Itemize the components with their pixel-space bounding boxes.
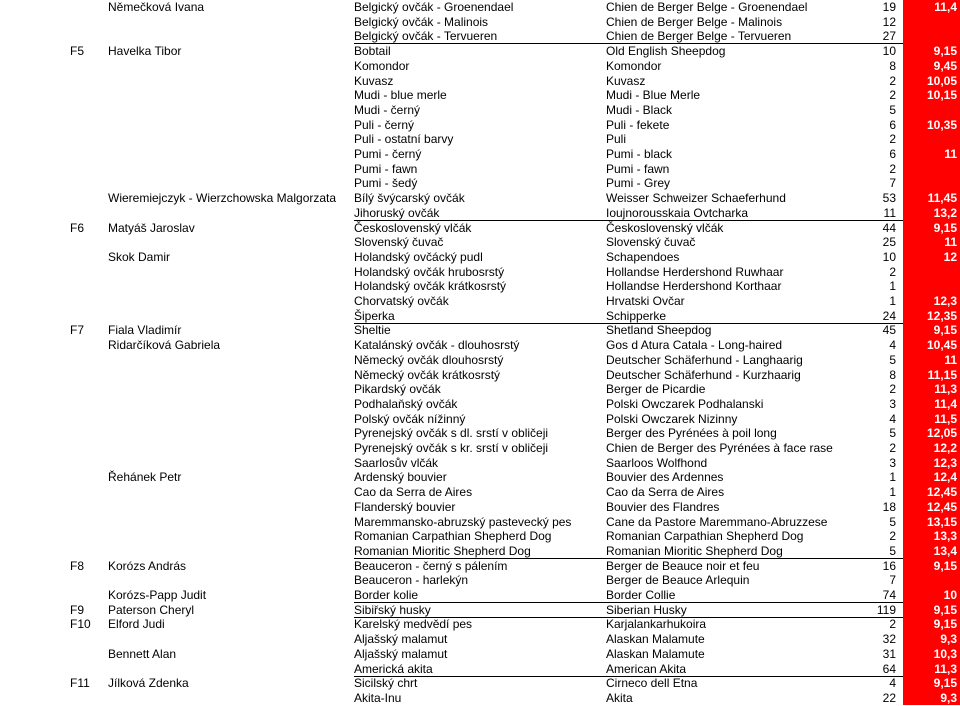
breed-czech: Pumi - fawn	[354, 161, 418, 176]
entry-count: 45	[882, 323, 896, 338]
breed-english: Bouvier des Flandres	[606, 499, 720, 514]
table-row	[0, 235, 960, 250]
entry-count: 2	[889, 73, 896, 88]
breed-english: Deutscher Schäferhund - Kurzhaarig	[606, 367, 801, 382]
breed-czech: Beauceron - černý s pálením	[354, 558, 508, 573]
table-row	[0, 74, 960, 89]
breed-english: Schipperke	[606, 308, 667, 323]
entry-count: 1	[889, 279, 896, 294]
breed-czech: Maremmansko-abruzský pastevecký pes	[354, 514, 572, 529]
breed-english: Polski Owczarek Nizinny	[606, 411, 738, 426]
table-row	[0, 368, 960, 383]
start-time: 11,45	[927, 191, 957, 206]
entry-count: 10	[882, 44, 896, 59]
entry-count: 16	[882, 558, 896, 573]
entry-count: 22	[882, 690, 896, 705]
entry-count: 3	[889, 396, 896, 411]
breed-czech: Slovenský čuvač	[354, 235, 444, 250]
breed-english: Chien de Berger Belge - Malinois	[606, 14, 783, 29]
ring-number: F9	[70, 602, 85, 617]
breed-english: Berger de Beauce Arlequin	[606, 573, 750, 588]
breed-english: Karjalankarhukoira	[606, 617, 707, 632]
judge-name: Paterson Cheryl	[108, 602, 195, 617]
start-time: 9,15	[933, 617, 957, 632]
breed-english: Saarloos Wolfhond	[606, 455, 708, 470]
breed-czech: Belgický ovčák - Tervueren	[354, 29, 498, 44]
entry-count: 7	[889, 176, 896, 191]
breed-english: Alaskan Malamute	[606, 646, 705, 661]
breed-english: Berger des Pyrénées à poil long	[606, 426, 777, 441]
start-time: 13,4	[933, 543, 957, 558]
entry-count: 10	[882, 249, 896, 264]
breed-english: Mudi - Blue Merle	[606, 88, 701, 103]
table-row	[0, 103, 960, 118]
table-row	[0, 559, 960, 574]
breed-czech: Pumi - šedý	[354, 176, 418, 191]
breed-czech: Holandský ovčák hrubosrstý	[354, 264, 505, 279]
breed-english: Mudi - Black	[606, 102, 673, 117]
table-row	[0, 515, 960, 530]
table-row	[0, 132, 960, 147]
breed-english: Romanian Mioritic Shepherd Dog	[606, 543, 783, 558]
start-time: 12	[943, 249, 957, 264]
entry-count: 64	[882, 661, 896, 676]
table-row	[0, 397, 960, 412]
breed-english: Shetland Sheepdog	[606, 323, 712, 338]
table-row	[0, 456, 960, 471]
table-row	[0, 88, 960, 103]
table-row	[0, 279, 960, 294]
breed-english: Romanian Carpathian Shepherd Dog	[606, 529, 804, 544]
start-time: 13,2	[933, 205, 957, 220]
entry-count: 5	[889, 514, 896, 529]
breed-czech: Šiperka	[354, 308, 395, 323]
breed-english: American Akita	[606, 661, 687, 676]
table-row	[0, 617, 960, 632]
breed-czech: Mudi - černý	[354, 102, 421, 117]
table-row	[0, 662, 960, 677]
entry-count: 5	[889, 543, 896, 558]
entry-count: 2	[889, 132, 896, 147]
start-time: 9,15	[933, 44, 957, 59]
table-row	[0, 470, 960, 485]
breed-english: Chien de Berger Belge - Groenendael	[606, 0, 808, 14]
breed-czech: Kuvasz	[354, 73, 394, 88]
ring-number: F10	[70, 617, 91, 632]
judge-name: Němečková Ivana	[108, 0, 205, 14]
breed-english: Deutscher Schäferhund - Langhaarig	[606, 352, 803, 367]
breed-czech: Beauceron - harlekýn	[354, 573, 469, 588]
breed-english: Schapendoes	[606, 249, 680, 264]
entry-count: 12	[882, 14, 896, 29]
table-row	[0, 485, 960, 500]
breed-czech: Chorvatský ovčák	[354, 294, 449, 308]
breed-czech: Pumi - černý	[354, 147, 422, 161]
entry-count: 24	[882, 308, 896, 323]
table-row	[0, 15, 960, 30]
entry-count: 1	[889, 294, 896, 308]
ring-number: F5	[70, 44, 85, 59]
judge-name: Bennett Alan	[108, 646, 177, 661]
breed-english: Berger de Picardie	[606, 382, 706, 397]
entry-count: 6	[889, 147, 896, 161]
table-row	[0, 632, 960, 647]
ring-number: F8	[70, 558, 85, 573]
breed-czech: Cao da Serra de Aires	[354, 485, 473, 500]
start-time: 12,05	[926, 426, 957, 441]
breed-czech: Sicilský chrt	[354, 676, 418, 691]
table-row	[0, 323, 960, 338]
entry-count: 2	[889, 382, 896, 397]
table-row	[0, 676, 960, 691]
breed-english: Berger de Beauce noir et feu	[606, 558, 760, 573]
breed-czech: Flanderský bouvier	[354, 499, 456, 514]
judge-name: Jílková Zdenka	[108, 676, 189, 691]
start-time: 11,3	[934, 661, 957, 676]
judge-name: Elford Judi	[108, 617, 165, 632]
breed-czech: Saarlosův vlčák	[354, 455, 439, 470]
entry-count: 2	[889, 529, 896, 544]
start-time: 10,35	[926, 117, 957, 132]
table-row	[0, 250, 960, 265]
breed-czech: Komondor	[354, 58, 410, 73]
breed-czech: Sibiřský husky	[354, 602, 431, 617]
entry-count: 5	[889, 102, 896, 117]
breed-czech: Pyrenejský ovčák s kr. srstí v obličeji	[354, 441, 549, 455]
entry-count: 3	[889, 455, 896, 470]
breed-english: Cirneco dell Etna	[606, 676, 698, 691]
table-row	[0, 338, 960, 353]
start-time: 11	[944, 235, 957, 250]
judge-name: Korózs-Papp Judit	[108, 588, 207, 602]
breed-czech: Akita-Inu	[354, 690, 402, 705]
table-row	[0, 382, 960, 397]
breed-czech: Bílý švýcarský ovčák	[354, 191, 465, 206]
table-row	[0, 353, 960, 368]
breed-english: Komondor	[606, 58, 662, 73]
breed-english: Border Collie	[606, 588, 676, 602]
table-row	[0, 441, 960, 456]
entry-count: 2	[889, 617, 896, 632]
breed-english: Old English Sheepdog	[606, 44, 726, 59]
breed-czech: Československý vlčák	[354, 220, 472, 235]
breed-english: Bouvier des Ardennes	[606, 470, 724, 485]
judge-name: Ridarčíková Gabriela	[108, 338, 221, 353]
breed-english: Chien de Berger Belge - Tervueren	[606, 29, 792, 44]
start-time: 9,45	[933, 58, 957, 73]
entry-count: 5	[889, 426, 896, 441]
table-row	[0, 294, 960, 309]
start-time: 11,3	[934, 382, 957, 397]
breed-czech: Karelský medvědí pes	[354, 617, 473, 632]
table-row	[0, 647, 960, 662]
breed-czech: Polský ovčák nížinný	[354, 411, 466, 426]
table-row	[0, 573, 960, 588]
entry-count: 8	[889, 367, 896, 382]
table-row	[0, 309, 960, 324]
judge-name: Fiala Vladimír	[108, 323, 182, 338]
breed-czech: Katalánský ovčák - dlouhosrstý	[354, 338, 520, 353]
start-time: 10,05	[926, 73, 957, 88]
start-time: 10	[943, 588, 957, 602]
breed-czech: Sheltie	[354, 323, 391, 338]
entry-count: 1	[889, 485, 896, 500]
breed-czech: Holandský ovčácký pudl	[354, 249, 483, 264]
table-row	[0, 191, 960, 206]
start-time: 13,15	[926, 514, 957, 529]
start-time: 12,45	[926, 499, 957, 514]
table-row	[0, 44, 960, 59]
table-row	[0, 59, 960, 74]
breed-czech: Pikardský ovčák	[354, 382, 441, 397]
breed-english: Ioujnorousskaia Ovtcharka	[606, 205, 749, 220]
breed-czech: Jihoruský ovčák	[354, 205, 440, 220]
entry-count: 32	[882, 632, 896, 647]
breed-czech: Romanian Mioritic Shepherd Dog	[354, 543, 531, 558]
breed-czech: Romanian Carpathian Shepherd Dog	[354, 529, 552, 544]
breed-czech: Puli - černý	[354, 117, 415, 132]
table-row	[0, 265, 960, 280]
entry-count: 2	[889, 264, 896, 279]
breed-english: Hollandse Herdershond Ruwhaar	[606, 264, 784, 279]
table-row	[0, 29, 960, 44]
table-row	[0, 118, 960, 133]
start-time: 9,3	[940, 632, 957, 647]
entry-count: 31	[882, 646, 896, 661]
breed-czech: Holandský ovčák krátkosrstý	[354, 279, 507, 294]
ring-number: F6	[70, 220, 85, 235]
table-row	[0, 176, 960, 191]
entry-count: 27	[882, 29, 896, 44]
breed-english: Pumi - fawn	[606, 161, 670, 176]
judge-name: Havelka Tibor	[108, 44, 182, 59]
breed-czech: Německý ovčák dlouhosrstý	[354, 352, 504, 367]
start-time: 11	[944, 147, 957, 161]
breed-english: Chien de Berger des Pyrénées à face rase	[606, 441, 833, 455]
breed-czech: Border kolie	[354, 588, 419, 602]
entry-count: 7	[889, 573, 896, 588]
start-time: 11	[944, 352, 957, 367]
entry-count: 8	[889, 58, 896, 73]
start-time: 12,3	[933, 455, 957, 470]
table-row	[0, 162, 960, 177]
entry-count: 18	[882, 499, 896, 514]
breed-czech: Belgický ovčák - Malinois	[354, 14, 489, 29]
breed-czech: Puli - ostatní barvy	[354, 132, 454, 147]
start-time: 12,4	[933, 470, 957, 485]
entry-count: 44	[882, 220, 896, 235]
start-time: 9,15	[933, 323, 957, 338]
breed-english: Siberian Husky	[606, 602, 687, 617]
start-time: 12,45	[926, 485, 957, 500]
start-time: 9,15	[933, 602, 957, 617]
entry-count: 4	[889, 338, 896, 353]
entry-count: 25	[882, 235, 896, 250]
table-row	[0, 529, 960, 544]
ring-number: F7	[70, 323, 85, 338]
breed-czech: Pyrenejský ovčák s dl. srstí v obličeji	[354, 426, 549, 441]
breed-czech: Ardenský bouvier	[354, 470, 447, 485]
entry-count: 5	[889, 352, 896, 367]
start-time: 9,15	[933, 220, 957, 235]
start-time: 12,2	[933, 441, 957, 455]
breed-english: Pumi - Grey	[606, 176, 671, 191]
table-row	[0, 500, 960, 515]
breed-czech: Americká akita	[354, 661, 433, 676]
judge-name: Wieremiejczyk - Wierzchowska Malgorzata	[108, 191, 337, 206]
table-row	[0, 603, 960, 618]
breed-english: Cane da Pastore Maremmano-Abruzzese	[606, 514, 828, 529]
breed-english: Polski Owczarek Podhalanski	[606, 396, 764, 411]
entry-count: 53	[882, 191, 896, 206]
entry-count: 6	[889, 117, 896, 132]
breed-english: Weisser Schweizer Schaeferhund	[606, 191, 786, 206]
table-row	[0, 412, 960, 427]
entry-count: 119	[876, 602, 896, 617]
start-time: 10,15	[926, 88, 957, 103]
start-time: 11,4	[934, 396, 957, 411]
breed-english: Slovenský čuvač	[606, 235, 696, 250]
breed-english: Alaskan Malamute	[606, 632, 705, 647]
breed-english: Akita	[606, 690, 633, 705]
judge-name: Korózs András	[108, 558, 187, 573]
breed-czech: Bobtail	[354, 44, 391, 59]
start-time: 11,4	[934, 0, 957, 14]
table-row	[0, 691, 960, 706]
start-time: 10,45	[926, 338, 957, 353]
judge-name: Matyáš Jaroslav	[108, 220, 195, 235]
breed-english: Hrvatski Ovčar	[606, 294, 685, 308]
breed-english: Československý vlčák	[606, 220, 724, 235]
table-row	[0, 0, 960, 15]
breed-czech: Podhalaňský ovčák	[354, 396, 458, 411]
breed-english: Puli - fekete	[606, 117, 670, 132]
breed-english: Puli	[606, 132, 627, 147]
start-time: 11,5	[934, 411, 957, 426]
start-time: 12,3	[933, 294, 957, 308]
breed-english: Pumi - black	[606, 147, 673, 161]
start-time: 9,15	[933, 676, 957, 691]
judge-name: Řehánek Petr	[108, 470, 182, 485]
start-time: 9,15	[933, 558, 957, 573]
breed-english: Cao da Serra de Aires	[606, 485, 725, 500]
start-time: 13,3	[933, 529, 957, 544]
breed-czech: Aljašský malamut	[354, 632, 448, 647]
judge-name: Skok Damir	[108, 249, 171, 264]
entry-count: 1	[889, 470, 896, 485]
breed-english: Kuvasz	[606, 73, 646, 88]
entry-count: 4	[889, 676, 896, 691]
entry-count: 11	[883, 205, 896, 220]
breed-czech: Mudi - blue merle	[354, 88, 447, 103]
ring-number: F11	[70, 676, 90, 691]
start-time: 12,35	[926, 308, 957, 323]
start-time: 10,3	[933, 646, 957, 661]
table-row	[0, 221, 960, 236]
breed-czech: Německý ovčák krátkosrstý	[354, 367, 501, 382]
entry-count: 19	[882, 0, 896, 14]
entry-count: 2	[889, 88, 896, 103]
entry-count: 74	[882, 588, 896, 602]
breed-czech: Belgický ovčák - Groenendael	[354, 0, 514, 14]
table-row	[0, 544, 960, 559]
entry-count: 2	[889, 161, 896, 176]
table-row	[0, 588, 960, 603]
table-row	[0, 206, 960, 221]
entry-count: 2	[889, 441, 896, 455]
table-row	[0, 147, 960, 162]
start-time: 9,3	[940, 690, 957, 705]
breed-english: Hollandse Herdershond Korthaar	[606, 279, 782, 294]
start-time: 11,15	[927, 367, 957, 382]
entry-count: 4	[889, 411, 896, 426]
table-row	[0, 426, 960, 441]
breed-czech: Aljašský malamut	[354, 646, 448, 661]
breed-english: Gos d Atura Catala - Long-haired	[606, 338, 783, 353]
